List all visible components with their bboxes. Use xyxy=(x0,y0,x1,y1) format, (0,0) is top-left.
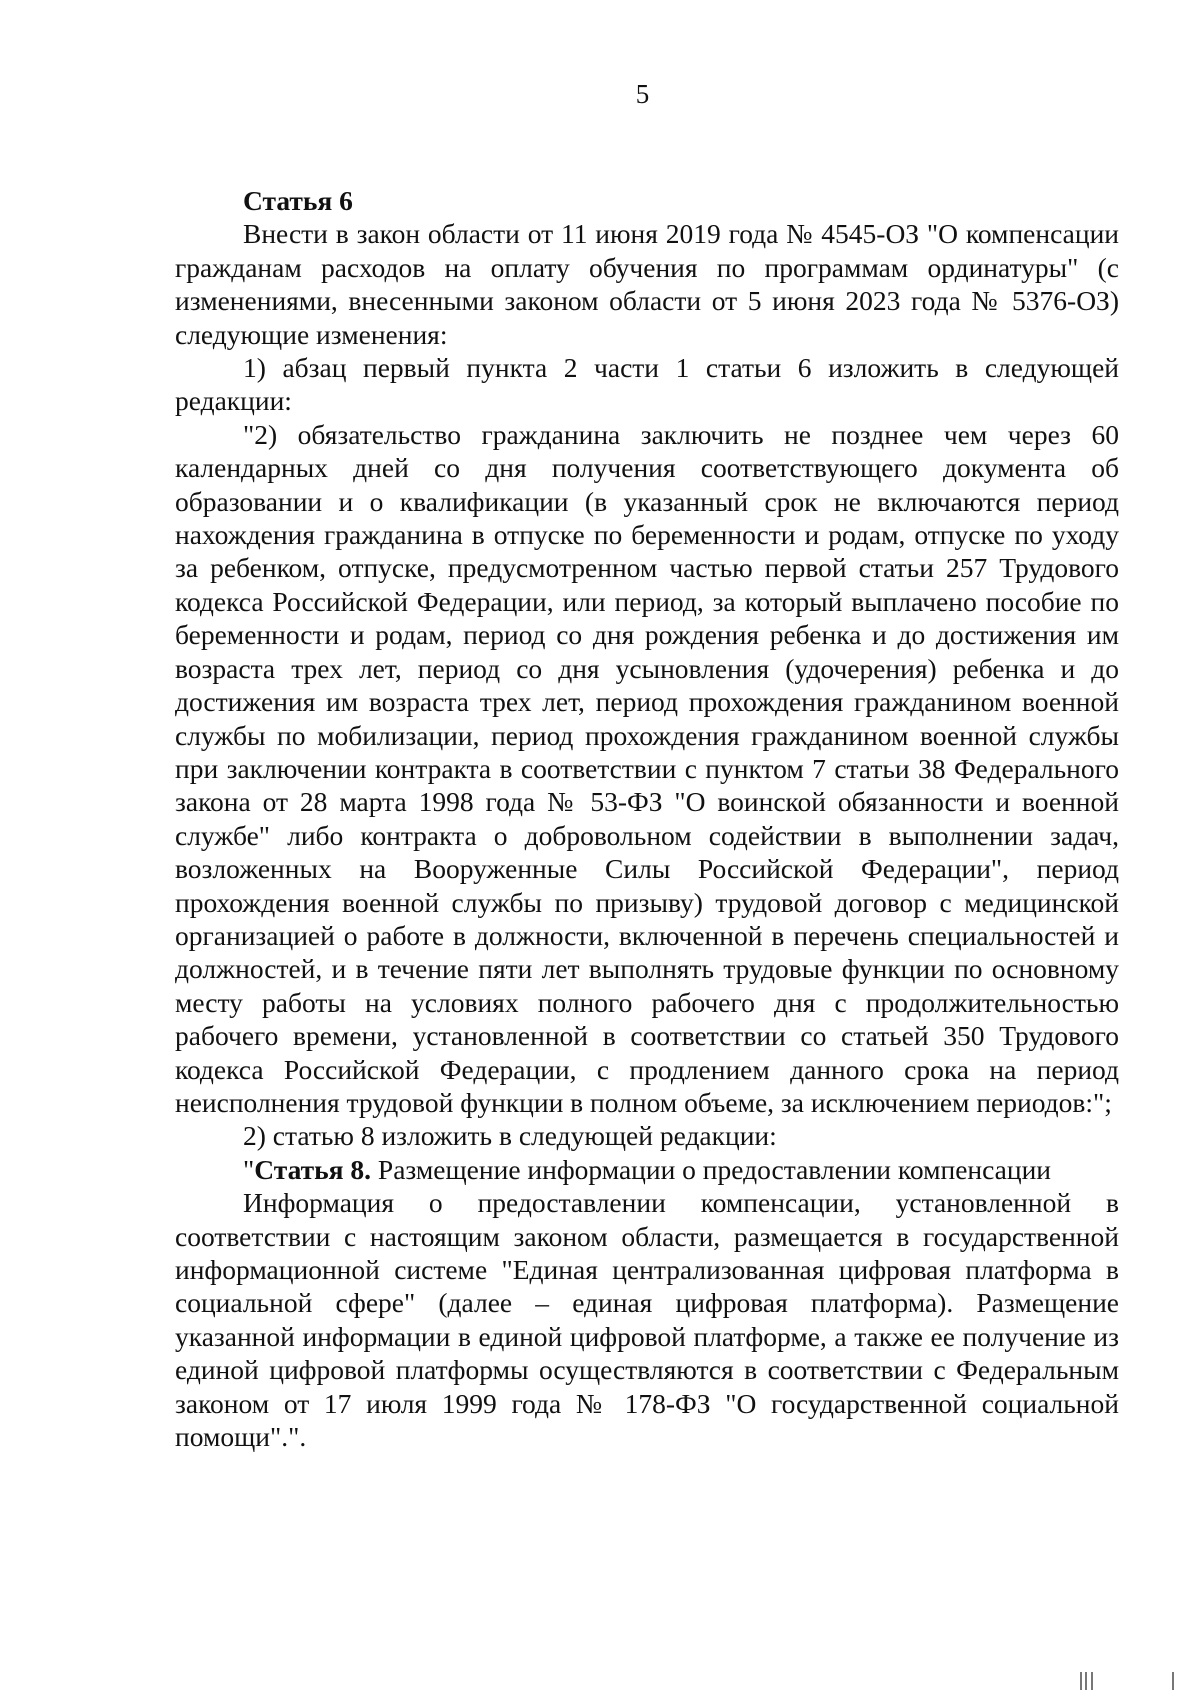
article-8-heading xyxy=(175,1153,1119,1186)
article-heading: Статья 6 xyxy=(243,185,353,216)
article-8-quote-mark: " xyxy=(243,1153,255,1185)
article-intro-paragraph: Внести в закон области от 11 июня 2019 года № 4545-ОЗ "О компенсации гражданам расходов на оплату обучения по программам ординатуры" (с изменениями, внесенными законом области от 5 июня 2023 года № 5376-ОЗ) следующие изменения: xyxy=(175,218,1119,350)
amendment-item-1: 1) абзац первый пункта 2 части 1 статьи 6 изложить в следующей редакции: xyxy=(175,352,1119,417)
article-8-heading-bold: Статья 8. xyxy=(254,1153,372,1185)
article-8-text: Информация о предоставлении компенсации, установленной в соответствии с настоящим законом области, размещается в государственной информационной системе "Единая централизованная цифровая платформа в социальной сфере" (далее – единая цифровая платформа). Размещение указанной информации в единой цифровой платформе, а также ее получение из единой цифровой платформы осуществляются в соответствии с Федеральным законом от 17 июля 1999 года № 178-ФЗ "О государственной социальной помощи".". xyxy=(175,1187,1119,1453)
scan-mark xyxy=(1091,1672,1093,1690)
amendment-item-1-text: "2) обязательство гражданина заключить не позднее чем через 60 календарных дней со дня получения соответствующего документа об образовании и о квалификации (в указанный срок не включаются период нахождения гражданина в отпуске по беременности и родам, отпуске по уходу за ребенком, отпуске, предусмотренном частью первой статьи 257 Трудового кодекса Российской Федерации, или период, за который выплачено пособие по беременности и родам, период со дня рождения ребенка и до достижения им возраста трех лет, период со дня усыновления (удочерения) ребенка и до достижения им возраста трех лет, период прохождения гражданином военной службы по мобилизации, период прохождения гражданином военной службы при заключении контракта в соответствии с пунктом 7 статьи 38 Федерального закона от 28 марта 1998 года № 53-ФЗ "О воинской обязанности и военной службе" либо контракта о добровольном содействии в выполнении задач, возложенных на Вооруженные Силы Российской Федерации", период прохождения военной службы по призыву) трудовой договор с медицинской организацией о работе в должности, включенной в перечень специальностей и должностей, и в течение пяти лет выполнять трудовые функции по основному месту работы на условиях полного рабочего дня с продолжительностью рабочего времени, установленной в соответствии со статьей 350 Трудового кодекса Российской Федерации, с продлением данного срока на период неисполнения трудовой функции в полном объеме, за исключением периодов:"; xyxy=(175,418,1119,1118)
document-body xyxy=(175,184,1119,1453)
page-number: 5 xyxy=(635,79,650,109)
scan-mark xyxy=(1172,1672,1174,1690)
scan-mark xyxy=(1085,1672,1087,1690)
scan-mark xyxy=(1080,1672,1082,1690)
amendment-item-2: 2) статью 8 изложить в следующей редакции: xyxy=(243,1120,777,1152)
article-8-heading-title: Размещение информации о предоставлении компенсации xyxy=(371,1153,1052,1185)
